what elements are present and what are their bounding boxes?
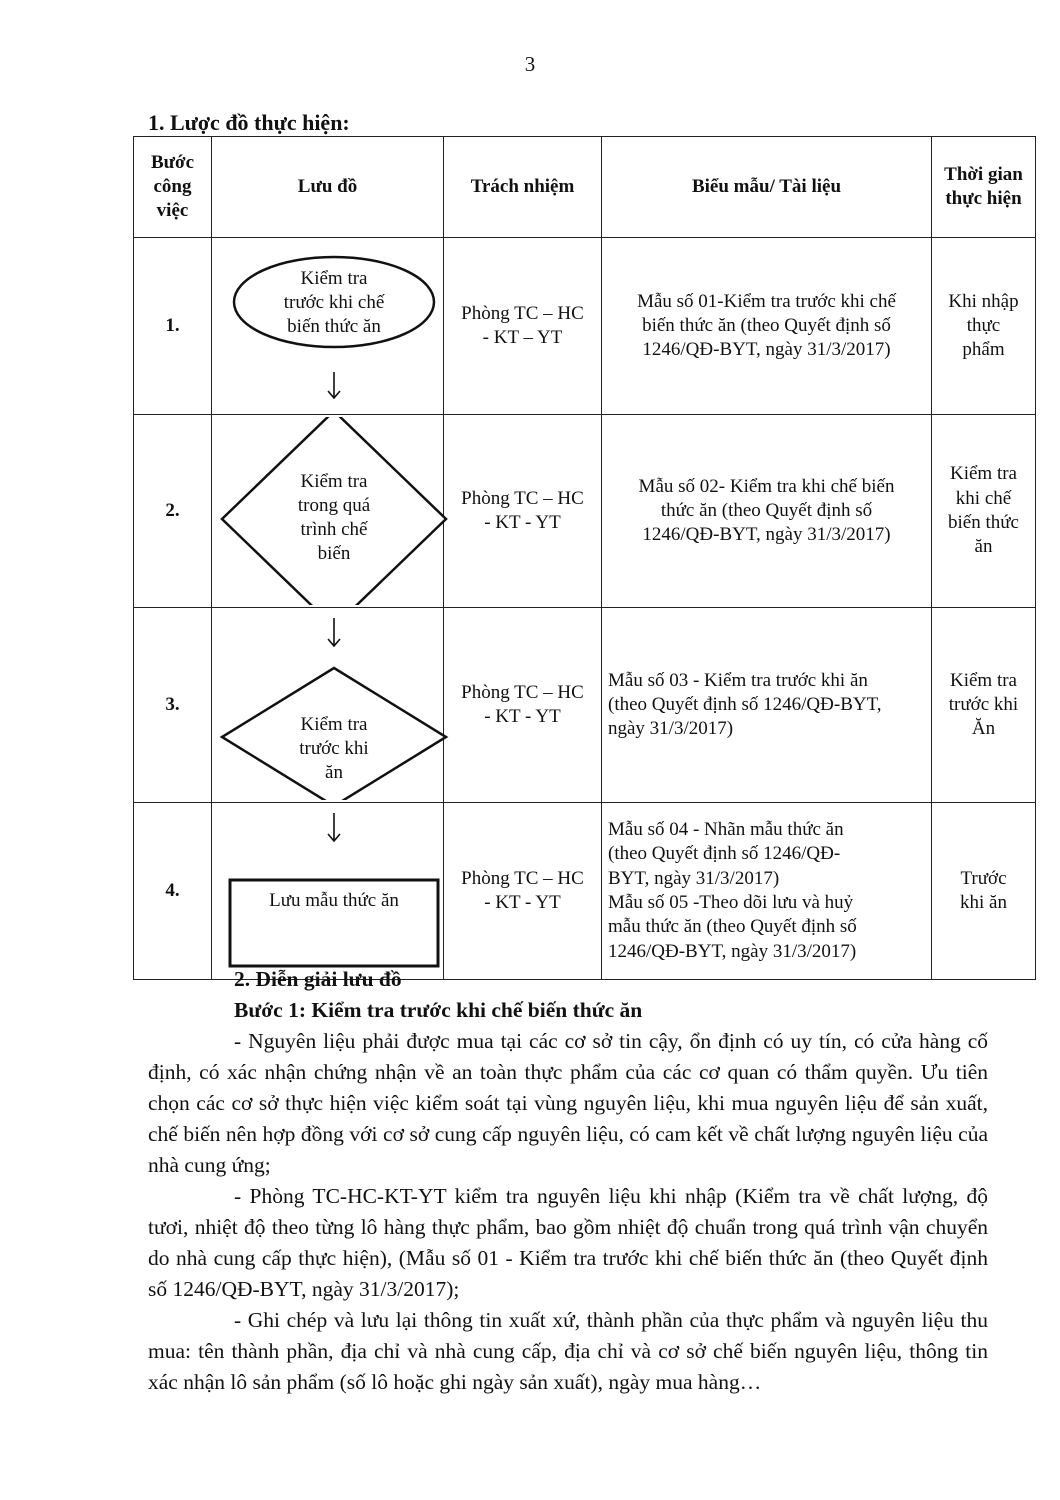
time-cell-line: Khi nhập: [948, 290, 1019, 312]
time-cell: [932, 415, 1036, 608]
form-cell-line: biến thức ăn (theo Quyết định số: [642, 314, 891, 336]
paragraph: - Nguyên liệu phải được mua tại các cơ sở tin cậy, ổn định có uy tín, có cửa hàng cố định, có xác nhận chứng nhận về an toàn thực phẩm của các cơ quan có thẩm quyền. Ưu tiên chọn các cơ sở thực hiện việc kiểm soát tại vùng nguyên liệu, khi mua nguyên liệu để sản xuất, chế biến nên hợp đồng với cơ sở cung cấp nguyên liệu, có cam kết về chất lượng nguyên liệu của nhà cung ứng;: [148, 1029, 988, 1177]
flow-arrow: [328, 618, 340, 646]
flow-arrow: [328, 372, 340, 398]
flow-label-line: biến thức ăn: [287, 316, 381, 337]
time-cell-line: biến thức: [948, 512, 1019, 533]
flow-label-line: ăn: [325, 762, 343, 783]
form-cell-line: (theo Quyết định số 1246/QĐ-BYT,: [608, 693, 882, 715]
form-cell: [602, 415, 932, 608]
time-cell: [932, 608, 1036, 803]
header-flow: Lưu đồ: [212, 137, 444, 238]
section-2: [148, 964, 988, 1398]
paragraph: - Ghi chép và lưu lại thông tin xuất xứ, thành phần của thực phẩm và nguyên liệu thu mua: tên thành phần, địa chỉ và nhà cung cấp, địa chỉ và cơ sở chế biến nguyên liệu, thông tin xác nhận lô sản phẩm (số lô hoặc ghi ngày sản xuất), ngày mua hàng…: [148, 1308, 988, 1394]
step-1-title: Bước 1: Kiểm tra trước khi chế biến thức ăn: [234, 998, 643, 1022]
responsibility-cell-line: Phòng TC – HC: [461, 867, 584, 889]
section-1-title: 1. Lược đồ thực hiện:: [148, 110, 350, 135]
time-cell-line: ăn: [974, 536, 993, 558]
header-responsibility: Trách nhiệm: [444, 137, 602, 238]
responsibility-cell-line: Phòng TC – HC: [461, 681, 584, 703]
form-cell-line: Mẫu số 05 -Theo dõi lưu và huỷ: [608, 892, 854, 913]
form-cell: [602, 803, 932, 980]
form-cell-line: Mẫu số 02- Kiểm tra khi chế biến: [638, 475, 895, 497]
step-number: 1.: [134, 238, 212, 415]
flow-label-line: Kiểm tra: [300, 268, 368, 289]
responsibility-cell-line: - KT - YT: [484, 892, 561, 913]
flow-cell: [212, 803, 444, 980]
form-cell-line: 1246/QĐ-BYT, ngày 31/3/2017): [642, 524, 891, 546]
flow-cell: [212, 608, 444, 803]
responsibility-cell: [444, 608, 602, 803]
flow-shape-svg: [218, 610, 450, 800]
time-cell-line: khi chế: [955, 487, 1012, 509]
time-cell-line: Kiểm tra: [949, 669, 1017, 691]
form-cell-line: mẫu thức ăn (theo Quyết định số: [608, 916, 857, 938]
step-number: 3.: [134, 608, 212, 803]
section-2-title: 2. Diễn giải lưu đồ: [234, 967, 402, 991]
form-cell: [602, 238, 932, 415]
time-cell: [932, 803, 1036, 980]
time-cell-line: Trước: [960, 867, 1007, 889]
responsibility-cell: [444, 803, 602, 980]
header-time: Thời gian thực hiện: [932, 137, 1036, 238]
flow-label-line: Kiểm tra: [300, 471, 368, 492]
table-row: [134, 238, 1036, 415]
flowchart-table: [133, 136, 1036, 980]
flow-label-line: biến: [317, 543, 351, 564]
responsibility-cell: [444, 238, 602, 415]
step-number: 4.: [134, 803, 212, 980]
time-cell-line: Ăn: [971, 718, 996, 740]
form-cell-line: Mẫu số 01-Kiểm tra trước khi chế: [637, 290, 896, 312]
form-cell-line: 1246/QĐ-BYT, ngày 31/3/2017): [642, 339, 891, 361]
header-forms: Biểu mẫu/ Tài liệu: [602, 137, 932, 238]
time-cell-line: Kiểm tra: [949, 463, 1017, 485]
responsibility-cell-line: Phòng TC – HC: [461, 487, 584, 509]
flow-cell: [212, 415, 444, 608]
table-header-row: [134, 137, 1036, 238]
flow-arrow: [328, 813, 340, 841]
responsibility-cell-line: - KT – YT: [482, 327, 563, 348]
flow-label-line: trước khi: [299, 738, 369, 759]
responsibility-cell: [444, 415, 602, 608]
time-cell-line: khi ăn: [960, 892, 1007, 913]
form-cell-line: BYT, ngày 31/3/2017): [608, 867, 780, 889]
responsibility-cell-line: Phòng TC – HC: [461, 302, 584, 324]
flow-label-line: Kiểm tra: [300, 714, 368, 735]
paragraph: - Phòng TC-HC-KT-YT kiểm tra nguyên liệu khi nhập (Kiểm tra về chất lượng, độ tươi, nhiệt độ theo từng lô hàng thực phẩm, bao gồm nhiệt độ chuẩn trong quá trình vận chuyển do nhà cung cấp thực hiện), (Mẫu số 01 - Kiểm tra trước khi chế biến thức ăn (theo Quyết định số 1246/QĐ-BYT, ngày 31/3/2017);: [148, 1184, 988, 1301]
time-cell-line: trước khi: [948, 693, 1019, 715]
form-cell-line: (theo Quyết định số 1246/QĐ-: [608, 843, 841, 865]
table-row: [134, 803, 1036, 980]
form-cell: [602, 608, 932, 803]
time-cell: [932, 238, 1036, 415]
flow-shape-svg: [218, 240, 450, 412]
flow-label-line: trước khi chế: [283, 292, 385, 313]
time-cell-line: thực: [966, 314, 1001, 336]
flow-label-line: trình chế: [300, 519, 368, 540]
flow-label-line: trong quá: [297, 495, 371, 516]
page-number: 3: [524, 52, 536, 76]
table-row: [134, 608, 1036, 803]
table-row: [134, 415, 1036, 608]
form-cell-line: thức ăn (theo Quyết định số: [660, 499, 873, 521]
form-cell-line: ngày 31/3/2017): [608, 718, 734, 740]
form-cell-line: Mẫu số 03 - Kiểm tra trước khi ăn: [608, 669, 868, 691]
time-cell-line: phẩm: [962, 339, 1005, 361]
responsibility-cell-line: - KT - YT: [484, 706, 561, 727]
flow-cell: [212, 238, 444, 415]
responsibility-cell-line: - KT - YT: [484, 512, 561, 533]
header-step: Bước công việc: [134, 137, 212, 238]
step-number: 2.: [134, 415, 212, 608]
form-cell-line: 1246/QĐ-BYT, ngày 31/3/2017): [608, 940, 857, 962]
form-cell-line: Mẫu số 04 - Nhãn mẫu thức ăn: [608, 819, 844, 841]
flow-label-line: Lưu mẫu thức ăn: [269, 890, 399, 911]
flow-shape-svg: [218, 805, 450, 977]
flow-shape-svg: [218, 417, 450, 605]
